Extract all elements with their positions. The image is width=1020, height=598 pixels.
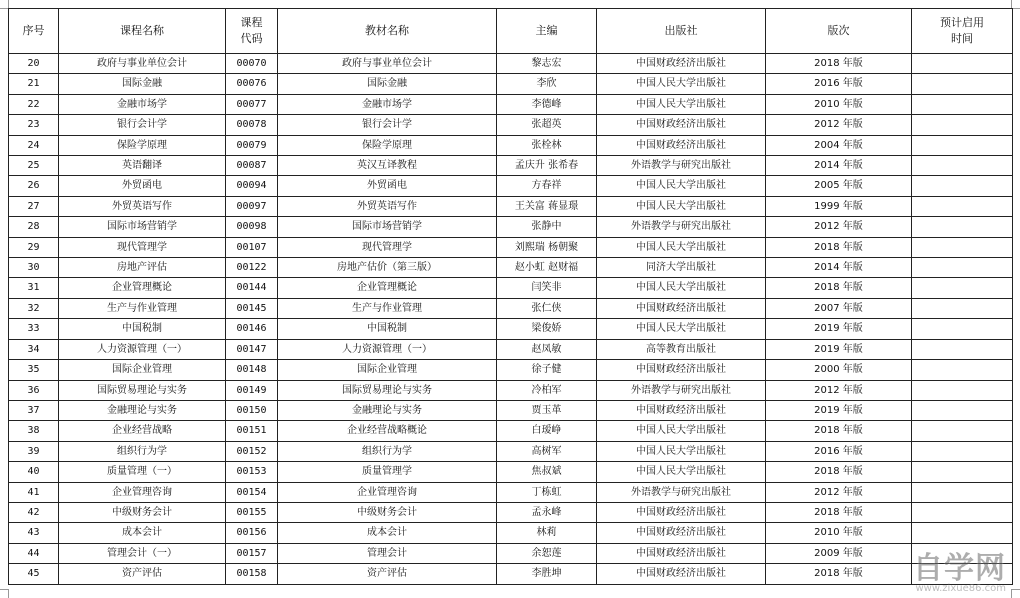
cell-start-time <box>912 135 1013 155</box>
cell-course-name: 生产与作业管理 <box>59 298 226 318</box>
cell-seq: 39 <box>9 441 59 461</box>
cell-editor: 李欣 <box>497 74 597 94</box>
table-row <box>9 400 1013 420</box>
cell-seq: 40 <box>9 462 59 482</box>
cell-editor: 丁栋虹 <box>497 482 597 502</box>
cell-editor: 闫笑非 <box>497 278 597 298</box>
cell-editor: 李胜坤 <box>497 564 597 584</box>
cell-course-code: 00148 <box>226 360 278 380</box>
cell-start-time <box>912 196 1013 216</box>
cell-publisher: 中国财政经济出版社 <box>597 502 766 522</box>
cell-textbook-name: 企业管理咨询 <box>278 482 497 502</box>
cell-course-name: 现代管理学 <box>59 237 226 257</box>
cell-course-name: 国际金融 <box>59 74 226 94</box>
cell-start-time <box>912 176 1013 196</box>
cell-textbook-name: 现代管理学 <box>278 237 497 257</box>
cell-textbook-name: 国际金融 <box>278 74 497 94</box>
cell-editor: 张静中 <box>497 217 597 237</box>
cell-course-name: 国际市场营销学 <box>59 217 226 237</box>
header-publisher: 出版社 <box>597 9 766 54</box>
cell-edition: 2009 年版 <box>766 543 912 563</box>
table-row <box>9 380 1013 400</box>
cell-editor: 贾玉革 <box>497 400 597 420</box>
cell-course-code: 00150 <box>226 400 278 420</box>
cell-course-code: 00077 <box>226 94 278 114</box>
cell-course-name: 人力资源管理（一） <box>59 339 226 359</box>
header-edition: 版次 <box>766 9 912 54</box>
cell-textbook-name: 金融市场学 <box>278 94 497 114</box>
cell-course-code: 00154 <box>226 482 278 502</box>
header-editor: 主编 <box>497 9 597 54</box>
textbook-table <box>8 8 1013 585</box>
cell-textbook-name: 管理会计 <box>278 543 497 563</box>
cell-publisher: 中国人民大学出版社 <box>597 278 766 298</box>
cell-publisher: 中国人民大学出版社 <box>597 196 766 216</box>
cell-course-name: 中国税制 <box>59 319 226 339</box>
cell-edition: 2018 年版 <box>766 564 912 584</box>
document-page <box>8 8 1012 585</box>
cell-course-code: 00156 <box>226 523 278 543</box>
cell-course-name: 成本会计 <box>59 523 226 543</box>
cell-start-time <box>912 258 1013 278</box>
cell-publisher: 中国人民大学出版社 <box>597 94 766 114</box>
cell-edition: 2018 年版 <box>766 278 912 298</box>
cell-course-code: 00157 <box>226 543 278 563</box>
cell-seq: 35 <box>9 360 59 380</box>
header-row <box>9 9 1013 54</box>
table-row <box>9 54 1013 74</box>
cell-publisher: 中国财政经济出版社 <box>597 135 766 155</box>
cell-course-code: 00097 <box>226 196 278 216</box>
cell-edition: 2000 年版 <box>766 360 912 380</box>
cell-textbook-name: 外贸函电 <box>278 176 497 196</box>
cell-editor: 王关富 蒋显璟 <box>497 196 597 216</box>
cell-start-time <box>912 156 1013 176</box>
cell-publisher: 中国人民大学出版社 <box>597 462 766 482</box>
cell-course-code: 00151 <box>226 421 278 441</box>
cell-edition: 2005 年版 <box>766 176 912 196</box>
table-row <box>9 94 1013 114</box>
table-row <box>9 543 1013 563</box>
cell-course-code: 00158 <box>226 564 278 584</box>
cell-seq: 31 <box>9 278 59 298</box>
cell-textbook-name: 企业经营战略概论 <box>278 421 497 441</box>
cell-textbook-name: 房地产估价（第三版） <box>278 258 497 278</box>
header-seq: 序号 <box>9 9 59 54</box>
cell-edition: 2012 年版 <box>766 380 912 400</box>
site-watermark <box>913 543 1006 594</box>
cell-course-code: 00122 <box>226 258 278 278</box>
cell-start-time <box>912 74 1013 94</box>
cell-editor: 徐子健 <box>497 360 597 380</box>
cell-editor: 张仁侠 <box>497 298 597 318</box>
table-row <box>9 298 1013 318</box>
cell-editor: 白瑷峥 <box>497 421 597 441</box>
cell-editor: 孟庆升 张希春 <box>497 156 597 176</box>
cell-seq: 41 <box>9 482 59 502</box>
cell-start-time <box>912 298 1013 318</box>
table-row <box>9 258 1013 278</box>
cell-start-time <box>912 502 1013 522</box>
table-row <box>9 115 1013 135</box>
table-row <box>9 156 1013 176</box>
cell-editor: 孟永峰 <box>497 502 597 522</box>
cell-editor: 李德峰 <box>497 94 597 114</box>
cell-edition: 2018 年版 <box>766 237 912 257</box>
cell-textbook-name: 生产与作业管理 <box>278 298 497 318</box>
cell-publisher: 高等教育出版社 <box>597 339 766 359</box>
cell-publisher: 中国财政经济出版社 <box>597 523 766 543</box>
cell-start-time <box>912 400 1013 420</box>
cell-seq: 25 <box>9 156 59 176</box>
table-row <box>9 523 1013 543</box>
cell-textbook-name: 质量管理学 <box>278 462 497 482</box>
table-row <box>9 564 1013 584</box>
cell-course-name: 管理会计（一） <box>59 543 226 563</box>
cell-start-time <box>912 237 1013 257</box>
header-course-name: 课程名称 <box>59 9 226 54</box>
cell-editor: 林莉 <box>497 523 597 543</box>
table-row <box>9 360 1013 380</box>
page-corner-mark <box>1011 589 1020 598</box>
cell-seq: 23 <box>9 115 59 135</box>
cell-textbook-name: 国际贸易理论与实务 <box>278 380 497 400</box>
cell-start-time <box>912 482 1013 502</box>
cell-course-code: 00076 <box>226 74 278 94</box>
cell-course-code: 00087 <box>226 156 278 176</box>
cell-edition: 2019 年版 <box>766 319 912 339</box>
cell-course-name: 企业管理咨询 <box>59 482 226 502</box>
cell-seq: 32 <box>9 298 59 318</box>
cell-edition: 2018 年版 <box>766 54 912 74</box>
watermark-logo-text: 自学网 <box>913 551 1006 586</box>
cell-course-name: 外贸函电 <box>59 176 226 196</box>
cell-textbook-name: 外贸英语写作 <box>278 196 497 216</box>
table-row <box>9 135 1013 155</box>
header-start-time <box>912 9 1013 54</box>
cell-seq: 34 <box>9 339 59 359</box>
cell-seq: 21 <box>9 74 59 94</box>
cell-seq: 24 <box>9 135 59 155</box>
cell-seq: 28 <box>9 217 59 237</box>
cell-edition: 2016 年版 <box>766 441 912 461</box>
cell-course-code: 00145 <box>226 298 278 318</box>
cell-course-name: 外贸英语写作 <box>59 196 226 216</box>
cell-textbook-name: 企业管理概论 <box>278 278 497 298</box>
cell-course-code: 00147 <box>226 339 278 359</box>
cell-edition: 1999 年版 <box>766 196 912 216</box>
cell-course-code: 00152 <box>226 441 278 461</box>
cell-start-time <box>912 319 1013 339</box>
cell-textbook-name: 金融理论与实务 <box>278 400 497 420</box>
table-row <box>9 278 1013 298</box>
cell-publisher: 中国人民大学出版社 <box>597 319 766 339</box>
cell-seq: 43 <box>9 523 59 543</box>
cell-edition: 2007 年版 <box>766 298 912 318</box>
cell-seq: 38 <box>9 421 59 441</box>
cell-editor: 方春祥 <box>497 176 597 196</box>
header-course-code-text: 课程 代码 <box>240 16 263 45</box>
cell-edition: 2016 年版 <box>766 74 912 94</box>
table-row <box>9 196 1013 216</box>
header-start-time-text: 预计启用 时间 <box>940 16 984 45</box>
cell-seq: 27 <box>9 196 59 216</box>
cell-publisher: 中国人民大学出版社 <box>597 176 766 196</box>
table-row <box>9 441 1013 461</box>
cell-course-name: 保险学原理 <box>59 135 226 155</box>
cell-course-code: 00079 <box>226 135 278 155</box>
cell-edition: 2019 年版 <box>766 339 912 359</box>
cell-publisher: 中国财政经济出版社 <box>597 360 766 380</box>
table-row <box>9 237 1013 257</box>
table-row <box>9 502 1013 522</box>
cell-edition: 2010 年版 <box>766 523 912 543</box>
cell-textbook-name: 成本会计 <box>278 523 497 543</box>
cell-start-time <box>912 380 1013 400</box>
cell-course-name: 银行会计学 <box>59 115 226 135</box>
cell-edition: 2018 年版 <box>766 502 912 522</box>
cell-edition: 2018 年版 <box>766 421 912 441</box>
cell-edition: 2019 年版 <box>766 400 912 420</box>
cell-textbook-name: 中国税制 <box>278 319 497 339</box>
cell-edition: 2012 年版 <box>766 482 912 502</box>
cell-editor: 赵小虹 赵财福 <box>497 258 597 278</box>
cell-seq: 22 <box>9 94 59 114</box>
cell-course-name: 组织行为学 <box>59 441 226 461</box>
cell-publisher: 中国人民大学出版社 <box>597 237 766 257</box>
cell-seq: 37 <box>9 400 59 420</box>
cell-publisher: 外语教学与研究出版社 <box>597 217 766 237</box>
cell-course-code: 00153 <box>226 462 278 482</box>
cell-start-time <box>912 278 1013 298</box>
cell-publisher: 中国财政经济出版社 <box>597 543 766 563</box>
cell-publisher: 同济大学出版社 <box>597 258 766 278</box>
cell-seq: 29 <box>9 237 59 257</box>
cell-seq: 45 <box>9 564 59 584</box>
cell-course-name: 国际企业管理 <box>59 360 226 380</box>
cell-course-code: 00155 <box>226 502 278 522</box>
cell-start-time <box>912 462 1013 482</box>
table-row <box>9 339 1013 359</box>
cell-course-code: 00107 <box>226 237 278 257</box>
table-row <box>9 482 1013 502</box>
cell-start-time <box>912 217 1013 237</box>
cell-publisher: 中国财政经济出版社 <box>597 564 766 584</box>
cell-edition: 2018 年版 <box>766 462 912 482</box>
cell-course-name: 中级财务会计 <box>59 502 226 522</box>
cell-course-name: 国际贸易理论与实务 <box>59 380 226 400</box>
cell-publisher: 外语教学与研究出版社 <box>597 380 766 400</box>
cell-editor: 张栓林 <box>497 135 597 155</box>
cell-textbook-name: 保险学原理 <box>278 135 497 155</box>
cell-course-name: 资产评估 <box>59 564 226 584</box>
cell-edition: 2010 年版 <box>766 94 912 114</box>
cell-edition: 2014 年版 <box>766 258 912 278</box>
cell-publisher: 外语教学与研究出版社 <box>597 482 766 502</box>
header-course-code <box>226 9 278 54</box>
cell-seq: 42 <box>9 502 59 522</box>
cell-publisher: 中国财政经济出版社 <box>597 400 766 420</box>
cell-start-time <box>912 421 1013 441</box>
cell-publisher: 中国人民大学出版社 <box>597 421 766 441</box>
cell-seq: 20 <box>9 54 59 74</box>
cell-edition: 2012 年版 <box>766 217 912 237</box>
cell-course-name: 质量管理（一） <box>59 462 226 482</box>
cell-editor: 梁俊娇 <box>497 319 597 339</box>
cell-editor: 焦叔斌 <box>497 462 597 482</box>
cell-editor: 余恕莲 <box>497 543 597 563</box>
cell-textbook-name: 资产评估 <box>278 564 497 584</box>
cell-editor: 张超英 <box>497 115 597 135</box>
cell-start-time <box>912 54 1013 74</box>
watermark-site-text: www.zixue86.com <box>915 583 1006 594</box>
cell-start-time <box>912 441 1013 461</box>
cell-editor: 冷柏军 <box>497 380 597 400</box>
table-row <box>9 462 1013 482</box>
cell-publisher: 中国财政经济出版社 <box>597 298 766 318</box>
cell-start-time <box>912 94 1013 114</box>
cell-textbook-name: 政府与事业单位会计 <box>278 54 497 74</box>
cell-textbook-name: 人力资源管理（一） <box>278 339 497 359</box>
cell-course-name: 政府与事业单位会计 <box>59 54 226 74</box>
table-row <box>9 176 1013 196</box>
cell-course-code: 00078 <box>226 115 278 135</box>
cell-course-code: 00070 <box>226 54 278 74</box>
table-row <box>9 74 1013 94</box>
cell-publisher: 外语教学与研究出版社 <box>597 156 766 176</box>
cell-course-code: 00098 <box>226 217 278 237</box>
cell-course-name: 企业经营战略 <box>59 421 226 441</box>
cell-publisher: 中国财政经济出版社 <box>597 54 766 74</box>
cell-edition: 2014 年版 <box>766 156 912 176</box>
table-row <box>9 217 1013 237</box>
cell-course-name: 企业管理概论 <box>59 278 226 298</box>
cell-publisher: 中国人民大学出版社 <box>597 74 766 94</box>
cell-edition: 2004 年版 <box>766 135 912 155</box>
cell-seq: 26 <box>9 176 59 196</box>
table-row <box>9 319 1013 339</box>
cell-course-name: 金融理论与实务 <box>59 400 226 420</box>
cell-start-time <box>912 360 1013 380</box>
cell-textbook-name: 组织行为学 <box>278 441 497 461</box>
table-body <box>9 54 1013 585</box>
cell-course-name: 房地产评估 <box>59 258 226 278</box>
cell-seq: 44 <box>9 543 59 563</box>
cell-editor: 赵凤敏 <box>497 339 597 359</box>
cell-seq: 30 <box>9 258 59 278</box>
cell-textbook-name: 国际企业管理 <box>278 360 497 380</box>
cell-start-time <box>912 115 1013 135</box>
cell-publisher: 中国人民大学出版社 <box>597 441 766 461</box>
cell-editor: 高树军 <box>497 441 597 461</box>
cell-course-code: 00144 <box>226 278 278 298</box>
cell-course-name: 英语翻译 <box>59 156 226 176</box>
cell-start-time <box>912 523 1013 543</box>
header-textbook-name: 教材名称 <box>278 9 497 54</box>
cell-start-time <box>912 339 1013 359</box>
cell-textbook-name: 国际市场营销学 <box>278 217 497 237</box>
cell-textbook-name: 中级财务会计 <box>278 502 497 522</box>
cell-publisher: 中国财政经济出版社 <box>597 115 766 135</box>
page-corner-mark <box>0 589 9 598</box>
cell-seq: 33 <box>9 319 59 339</box>
cell-course-name: 金融市场学 <box>59 94 226 114</box>
cell-course-code: 00149 <box>226 380 278 400</box>
cell-seq: 36 <box>9 380 59 400</box>
cell-editor: 黎志宏 <box>497 54 597 74</box>
cell-textbook-name: 银行会计学 <box>278 115 497 135</box>
cell-textbook-name: 英汉互译教程 <box>278 156 497 176</box>
cell-course-code: 00094 <box>226 176 278 196</box>
cell-editor: 刘熙瑞 杨朝聚 <box>497 237 597 257</box>
table-row <box>9 421 1013 441</box>
cell-edition: 2012 年版 <box>766 115 912 135</box>
cell-course-code: 00146 <box>226 319 278 339</box>
